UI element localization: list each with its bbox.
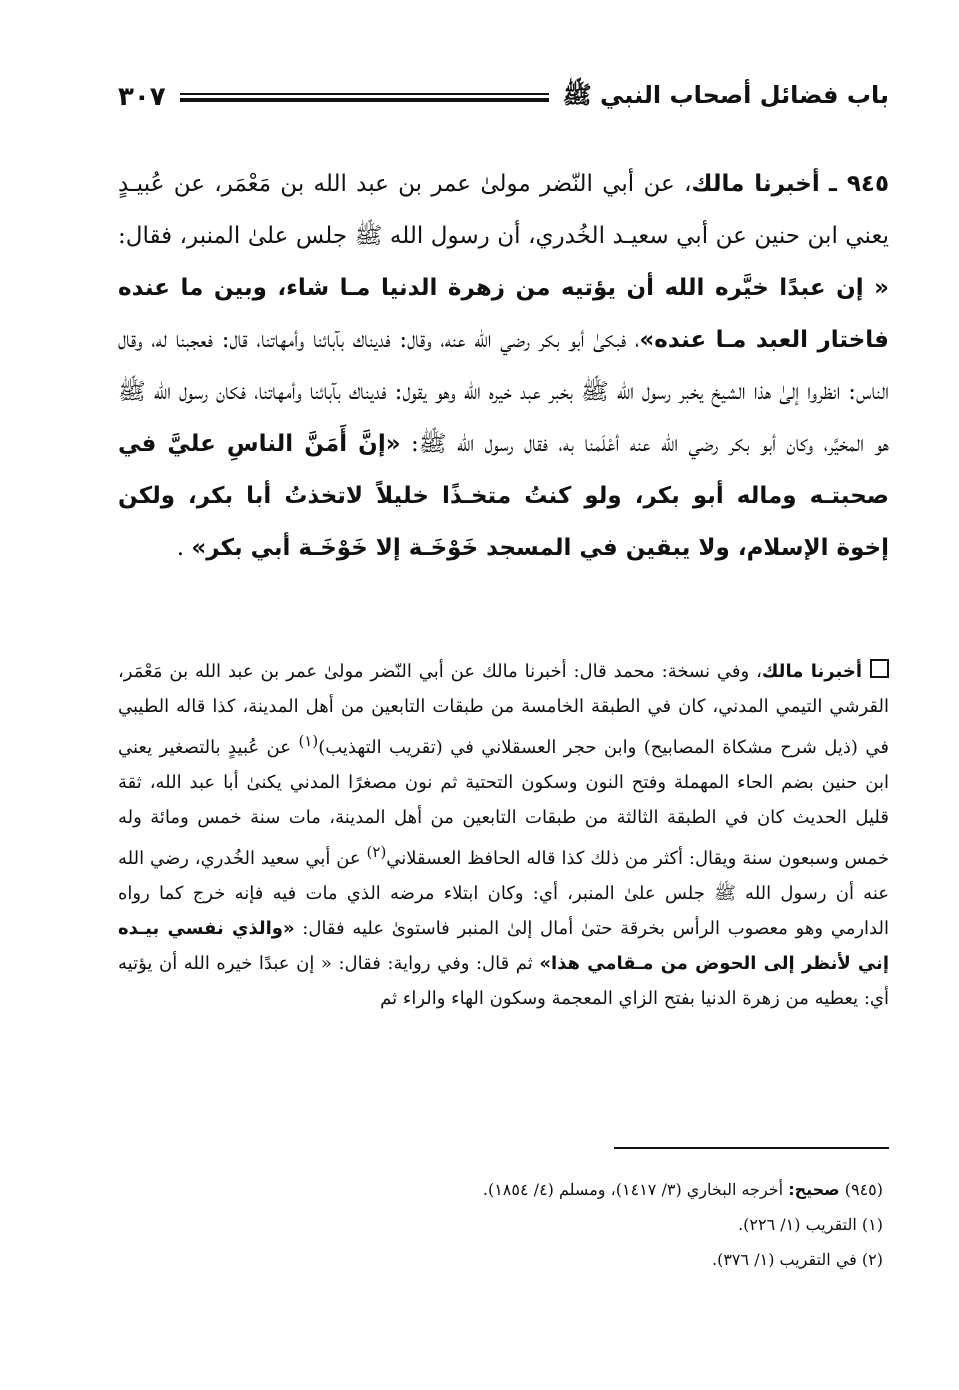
footnote-text: التقريب (١/ ٢٢٦). [738, 1215, 857, 1234]
commentary-text-4: ثم قال: وفي رواية: فقال: « إن عبدًا خيره الله أن يؤتيه أي: يعطيه من زهرة الدنيا بفتح الزاي المعجمة وسكون الهاء والراء ثم [118, 953, 889, 1009]
footnote-item [200, 1207, 883, 1242]
hadith-quote-1: « إن عبدًا خيَّره الله أن يؤتيه من زهرة الدنيا مـا شاء، وبين ما عنده فاختار العبد مـا عنده» [118, 275, 889, 353]
hadith-text [118, 158, 889, 574]
commentary-text [118, 654, 889, 1016]
commentary-quote: «والذي نفسي بيـده إني لأنظر إلى الحوض من مـقامي هذا» [118, 918, 889, 974]
hadith-end: . [176, 535, 192, 561]
footnote-grade: صحيح: [788, 1180, 840, 1199]
hadith-number: ٩٤٥ ـ [829, 171, 889, 197]
page-header [118, 72, 889, 122]
chapter-title: باب فضائل أصحاب النبي ﷺ [562, 80, 889, 109]
footnote-text: أخرجه البخاري (٣/ ١٤١٧)، ومسلم (٤/ ١٨٥٤). [482, 1180, 789, 1199]
header-rule [180, 93, 549, 102]
commentary-lead: أخبرنا مالك [761, 661, 862, 682]
hadith-text-2: ، فبكىٰ أبو بكر رضي الله عنه، وقال: فديناك بآبائنا وأمهاتنا، قال: فعجبنا له، وقال الناس: انظروا إلىٰ هذا الشيخ يخبر رسول الله ﷺ بخبر عبد خيره الله وهو يقول: فديناك بآبائنا وأمهاتنا، فكان رسول الله ﷺ هو المخيَّر، وكان أبو بكر رضي الله عنه أعْلَمنا به، فقال رسول الله ﷺ: [118, 327, 889, 457]
footnote-ref-2: (٢) [366, 843, 387, 861]
hadith-quote-2: «إنَّ أَمَنَّ الناسِ عليَّ في صحبتـه وماله أبو بكر، ولو كنتُ متخـذًا خليلاً لاتخذتُ أبا بكر، ولكن إخوة الإسلام، ولا يبقين في المسجد خَوْخَـة إلا خَوْخَـة أبي بكر» [118, 431, 889, 561]
footnote-prefix: (١) [856, 1215, 883, 1234]
footnotes [200, 1172, 883, 1277]
hadith-text-1: ، عن أبي النّضر مولىٰ عمر بن عبد الله بن مَعْمَر، عن عُبيـدٍ يعني ابن حنين عن أبي سعيـد الخُدري، أن رسول الله ﷺ جلس علىٰ المنبر، فقال: [118, 171, 889, 249]
commentary-text-3: عن أبي سعيد الخُدري، رضي الله عنه أن رسول الله ﷺ جلس علىٰ المنبر، أي: وكان ابتلاء مرضه الذي مات فيه فإنه خرج كما رواه الدارمي وهو معصوب الرأس بخرقة حتىٰ أمال إلىٰ المنبر فاستوىٰ عليه فقال: [118, 848, 889, 939]
square-marker-icon [870, 659, 889, 678]
footnote-ref-1: (١) [298, 732, 319, 750]
commentary-text-2: عن عُبيدٍ بالتصغير يعني ابن حنين بضم الحاء المهملة وفتح النون وسكون التحتية ثم نون مصغرًا المدني يكنىٰ أبا عبد الله، ثقة قليل الحديث كان في الطبقة الثالثة من طبقات التابعين من أهل المدينة، مات سنة خمس ومائة وله خمس وسبعون سنة ويقال: أكثر من ذلك كذا قاله الحافظ العسقلاني [118, 737, 889, 869]
footnote-item [200, 1242, 883, 1277]
hadith-lead: أخبرنا مالك [691, 171, 820, 197]
footnote-text: في التقريب (١/ ٣٧٦). [712, 1250, 857, 1269]
commentary-text-1: ، وفي نسخة: محمد قال: أخبرنا مالك عن أبي النّضر مولىٰ عمر بن عبد الله بن مَعْمَر، القرشي التيمي المدني، كان في الطبقة الخامسة من طبقات التابعين من أهل المدينة، كذا قاله الطيبي في (ذيل شرح مشكاة المصابيح) وابن حجر العسقلاني في (تقريب التهذيب) [118, 661, 889, 758]
footnote-item [200, 1172, 883, 1207]
page-number: ٣٠٧ [118, 82, 166, 112]
footnote-separator [614, 1147, 889, 1149]
footnote-prefix: (٢) [856, 1250, 883, 1269]
footnote-prefix: (٩٤٥) [839, 1180, 883, 1199]
